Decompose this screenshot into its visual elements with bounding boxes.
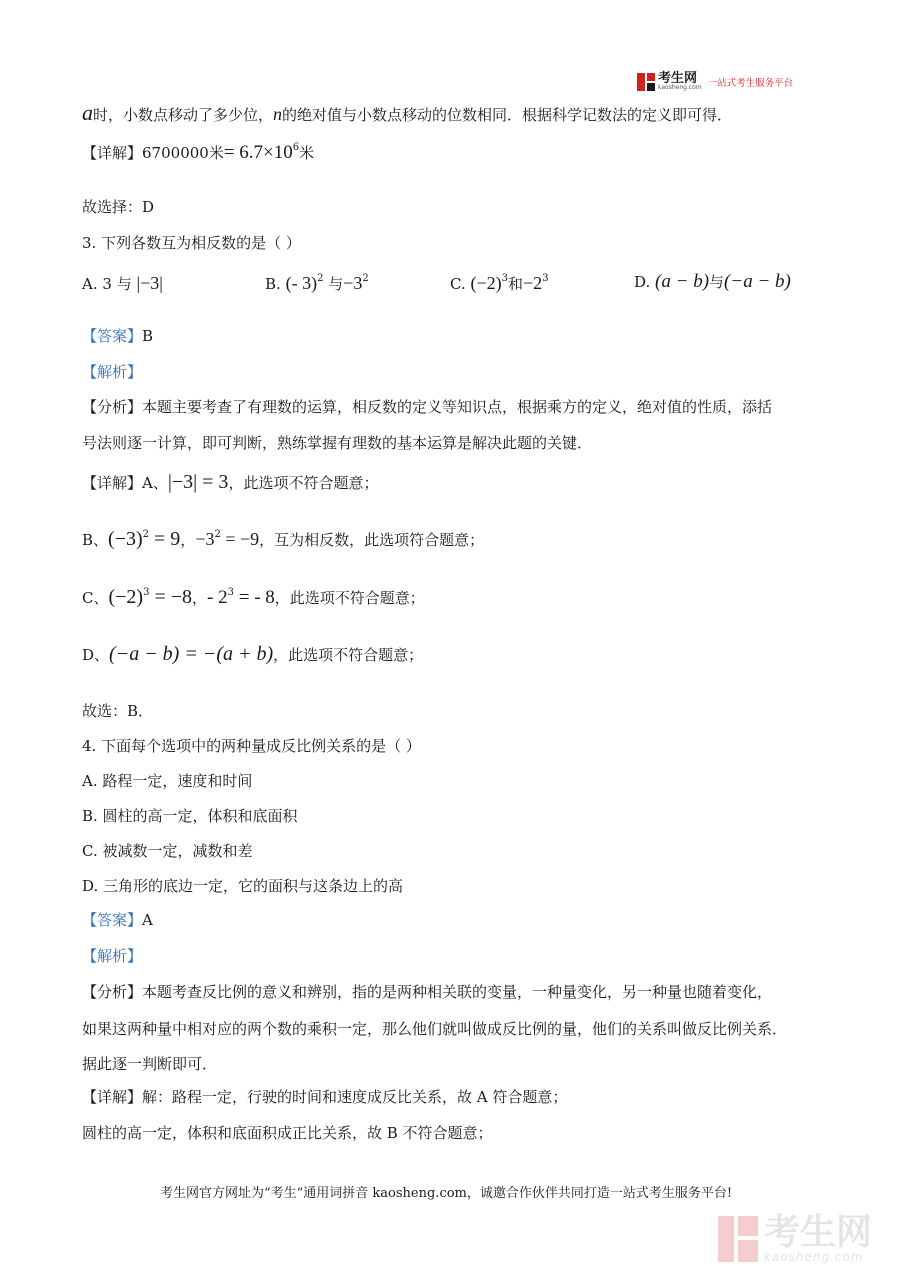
q3-option-b-exp2: 2 <box>362 273 369 284</box>
q3-answer-value: B <box>142 327 154 345</box>
q3-option-d <box>634 271 791 293</box>
q4-answer <box>82 909 153 930</box>
q3-option-c-exp2: 3 <box>542 273 549 284</box>
logo-name: 考生网 <box>658 71 698 86</box>
q3-detail-b-exp: 2 <box>142 529 150 540</box>
q3-detail-b-text: ，互为相反数，此选项符合题意； <box>259 531 485 549</box>
q4-answer-label: 【答案】 <box>82 911 143 929</box>
q3-detail-c-exp2: 3 <box>227 587 234 598</box>
q3-detail-d-expr: (−a − b) = −(a + b) <box>109 643 274 665</box>
q4-detail-2: 圆柱的高一定，体积和底面积成正比关系，故 B 不符合题意； <box>82 1124 493 1142</box>
detail-unit-2: 米 <box>299 144 315 162</box>
q4-detail-1 <box>82 1086 567 1107</box>
q3-answer <box>82 325 153 346</box>
q3-detail-a-prefix: A、 <box>142 474 168 492</box>
intro-line <box>82 100 732 126</box>
q3-option-b <box>265 273 369 294</box>
q4-fenxi-1 <box>82 981 772 1002</box>
q3-detail-b-prefix: B、 <box>82 531 109 549</box>
q4-fenxi-2: 如果这两种量中相对应的两个数的乘积一定，那么他们就叫做成反比例的量，他们的关系叫做反比例关系． <box>82 1020 788 1038</box>
q3-option-d-with: 与 <box>709 273 725 291</box>
q3-option-a <box>82 273 163 294</box>
q3-detail-b <box>82 528 484 551</box>
q3-detail-c-exp: 3 <box>143 587 150 598</box>
q3-option-d-label: D. <box>634 273 651 291</box>
var-a: a <box>82 100 93 125</box>
q4-fenxi-3: 据此逐一判断即可． <box>82 1055 218 1073</box>
q3-option-c-label: C. <box>450 275 466 293</box>
q3-option-c-with: 和 <box>508 275 524 293</box>
watermark <box>718 1212 873 1264</box>
q4-analysis-label: 【解析】 <box>82 947 143 965</box>
detail-label: 【详解】 <box>82 144 143 162</box>
q3-fenxi-1 <box>82 396 772 417</box>
q3-detail-b-expr: (−3) <box>108 528 143 550</box>
q3-choose: 故选：B． <box>82 702 154 720</box>
intro-text-1: 时，小数点移动了多少位， <box>93 106 274 124</box>
q4-fenxi-text-1: 本题考查反比例的意义和辨别，指的是两种相关联的变量，一种量变化，另一种量也随着变化， <box>142 983 773 1001</box>
q3-detail-c-prefix: C、 <box>82 589 109 607</box>
q3-detail-label: 【详解】 <box>82 474 143 492</box>
q3-option-b-expr2: −3 <box>343 273 363 293</box>
q3-detail-a <box>82 471 378 494</box>
q3-detail-c-expr: (−2) <box>108 586 144 608</box>
q3-detail-a-expr: |−3| = 3 <box>167 471 229 493</box>
footer-text: 考生网官方网址为“考生”通用词拼音 kaosheng.com，诚邀合作伙伴共同打造一站式考生服务平台! <box>160 1186 733 1201</box>
q3-option-b-exp: 2 <box>317 273 324 284</box>
logo-domain: kaosheng.com <box>658 84 702 91</box>
q3-option-b-expr: (- 3) <box>285 273 318 293</box>
q3-detail-a-text: ，此选项不符合题意； <box>228 474 379 492</box>
q3-fenxi-text-1: 本题主要考查了有理数的运算，相反数的定义等知识点，根据乘方的定义，绝对值的性质，添括 <box>142 398 773 416</box>
detail-equation: = 6.7×10 <box>223 142 293 163</box>
q3-option-b-with: 与 <box>328 275 344 293</box>
q3-option-a-label: A. 3 <box>82 275 112 293</box>
q3-fenxi-label: 【分析】 <box>82 398 143 416</box>
q4-detail-text-1: 解：路程一定，行驶的时间和速度成反比关系，故 A 符合题意； <box>142 1088 568 1106</box>
q3-detail-b-eq: = 9 <box>149 528 181 550</box>
var-n: n <box>273 104 283 124</box>
header-logo <box>637 72 793 91</box>
q4-option-c: C. 被减数一定，减数和差 <box>82 842 253 860</box>
q3-detail-c-eq: = −8 <box>149 586 193 608</box>
watermark-logo-icon <box>718 1216 758 1262</box>
q3-detail-c-eq2: = - 8 <box>234 587 275 608</box>
q4-answer-value: A <box>142 911 153 929</box>
q3-option-c <box>450 273 549 294</box>
intro-text-2: 的绝对值与小数点移动的位数相同．根据科学记数法的定义即可得． <box>282 106 733 124</box>
q3-detail-b-eq2: = −9 <box>220 529 260 549</box>
q3-detail-c-text: ，此选项不符合题意； <box>274 589 425 607</box>
q3-option-a-with: 与 <box>116 275 132 293</box>
q3-option-a-expr: |−3| <box>136 273 163 293</box>
detail-unit: 米 <box>208 144 224 162</box>
q3-detail-c <box>82 586 425 609</box>
q3-analysis-label: 【解析】 <box>82 363 143 381</box>
q3-stem: 3. 下列各数互为相反数的是（ ） <box>82 234 301 252</box>
q4-option-d: D. 三角形的底边一定，它的面积与这条边上的高 <box>82 877 404 895</box>
q3-option-c-expr: (−2) <box>470 273 502 293</box>
q3-detail-d-text: ，此选项不符合题意； <box>273 646 424 664</box>
intro-detail <box>82 142 314 164</box>
q3-detail-d-prefix: D、 <box>82 646 110 664</box>
q4-stem: 4. 下面每个选项中的两种量成反比例关系的是（ ） <box>82 737 421 755</box>
q3-option-c-expr2: −2 <box>523 273 543 293</box>
q3-option-d-expr: (a − b) <box>655 271 710 292</box>
watermark-cn: 考生网 <box>764 1212 873 1253</box>
q3-detail-c-mid: ， <box>192 589 208 607</box>
q4-option-b: B. 圆柱的高一定，体积和底面积 <box>82 807 298 825</box>
q3-fenxi-2: 号法则逐一计算，即可判断，熟练掌握有理数的基本运算是解决此题的关键． <box>82 434 593 452</box>
q3-detail-b-mid: ， <box>180 531 196 549</box>
detail-exponent: 6 <box>292 142 300 153</box>
q3-option-c-exp: 3 <box>501 273 509 284</box>
header-slogan: 一站式考生服务平台 <box>707 77 794 89</box>
q4-detail-label: 【详解】 <box>82 1088 143 1106</box>
q3-option-b-label: B. <box>265 275 281 293</box>
q3-detail-b-expr2: −3 <box>195 529 215 549</box>
q3-answer-label: 【答案】 <box>82 327 143 345</box>
intro-choose: 故选择：D <box>82 198 155 216</box>
q4-fenxi-label: 【分析】 <box>82 983 143 1001</box>
q3-detail-b-exp2: 2 <box>214 529 221 540</box>
kaosheng-logo-icon <box>637 73 655 91</box>
q3-option-d-expr2: (−a − b) <box>724 271 791 292</box>
watermark-en: kaosheng.com <box>764 1250 864 1264</box>
q4-option-a: A. 路程一定，速度和时间 <box>82 772 253 790</box>
q3-detail-d <box>82 643 423 666</box>
detail-number: 6700000 <box>142 144 209 162</box>
q3-detail-c-expr2: - 2 <box>207 587 228 608</box>
